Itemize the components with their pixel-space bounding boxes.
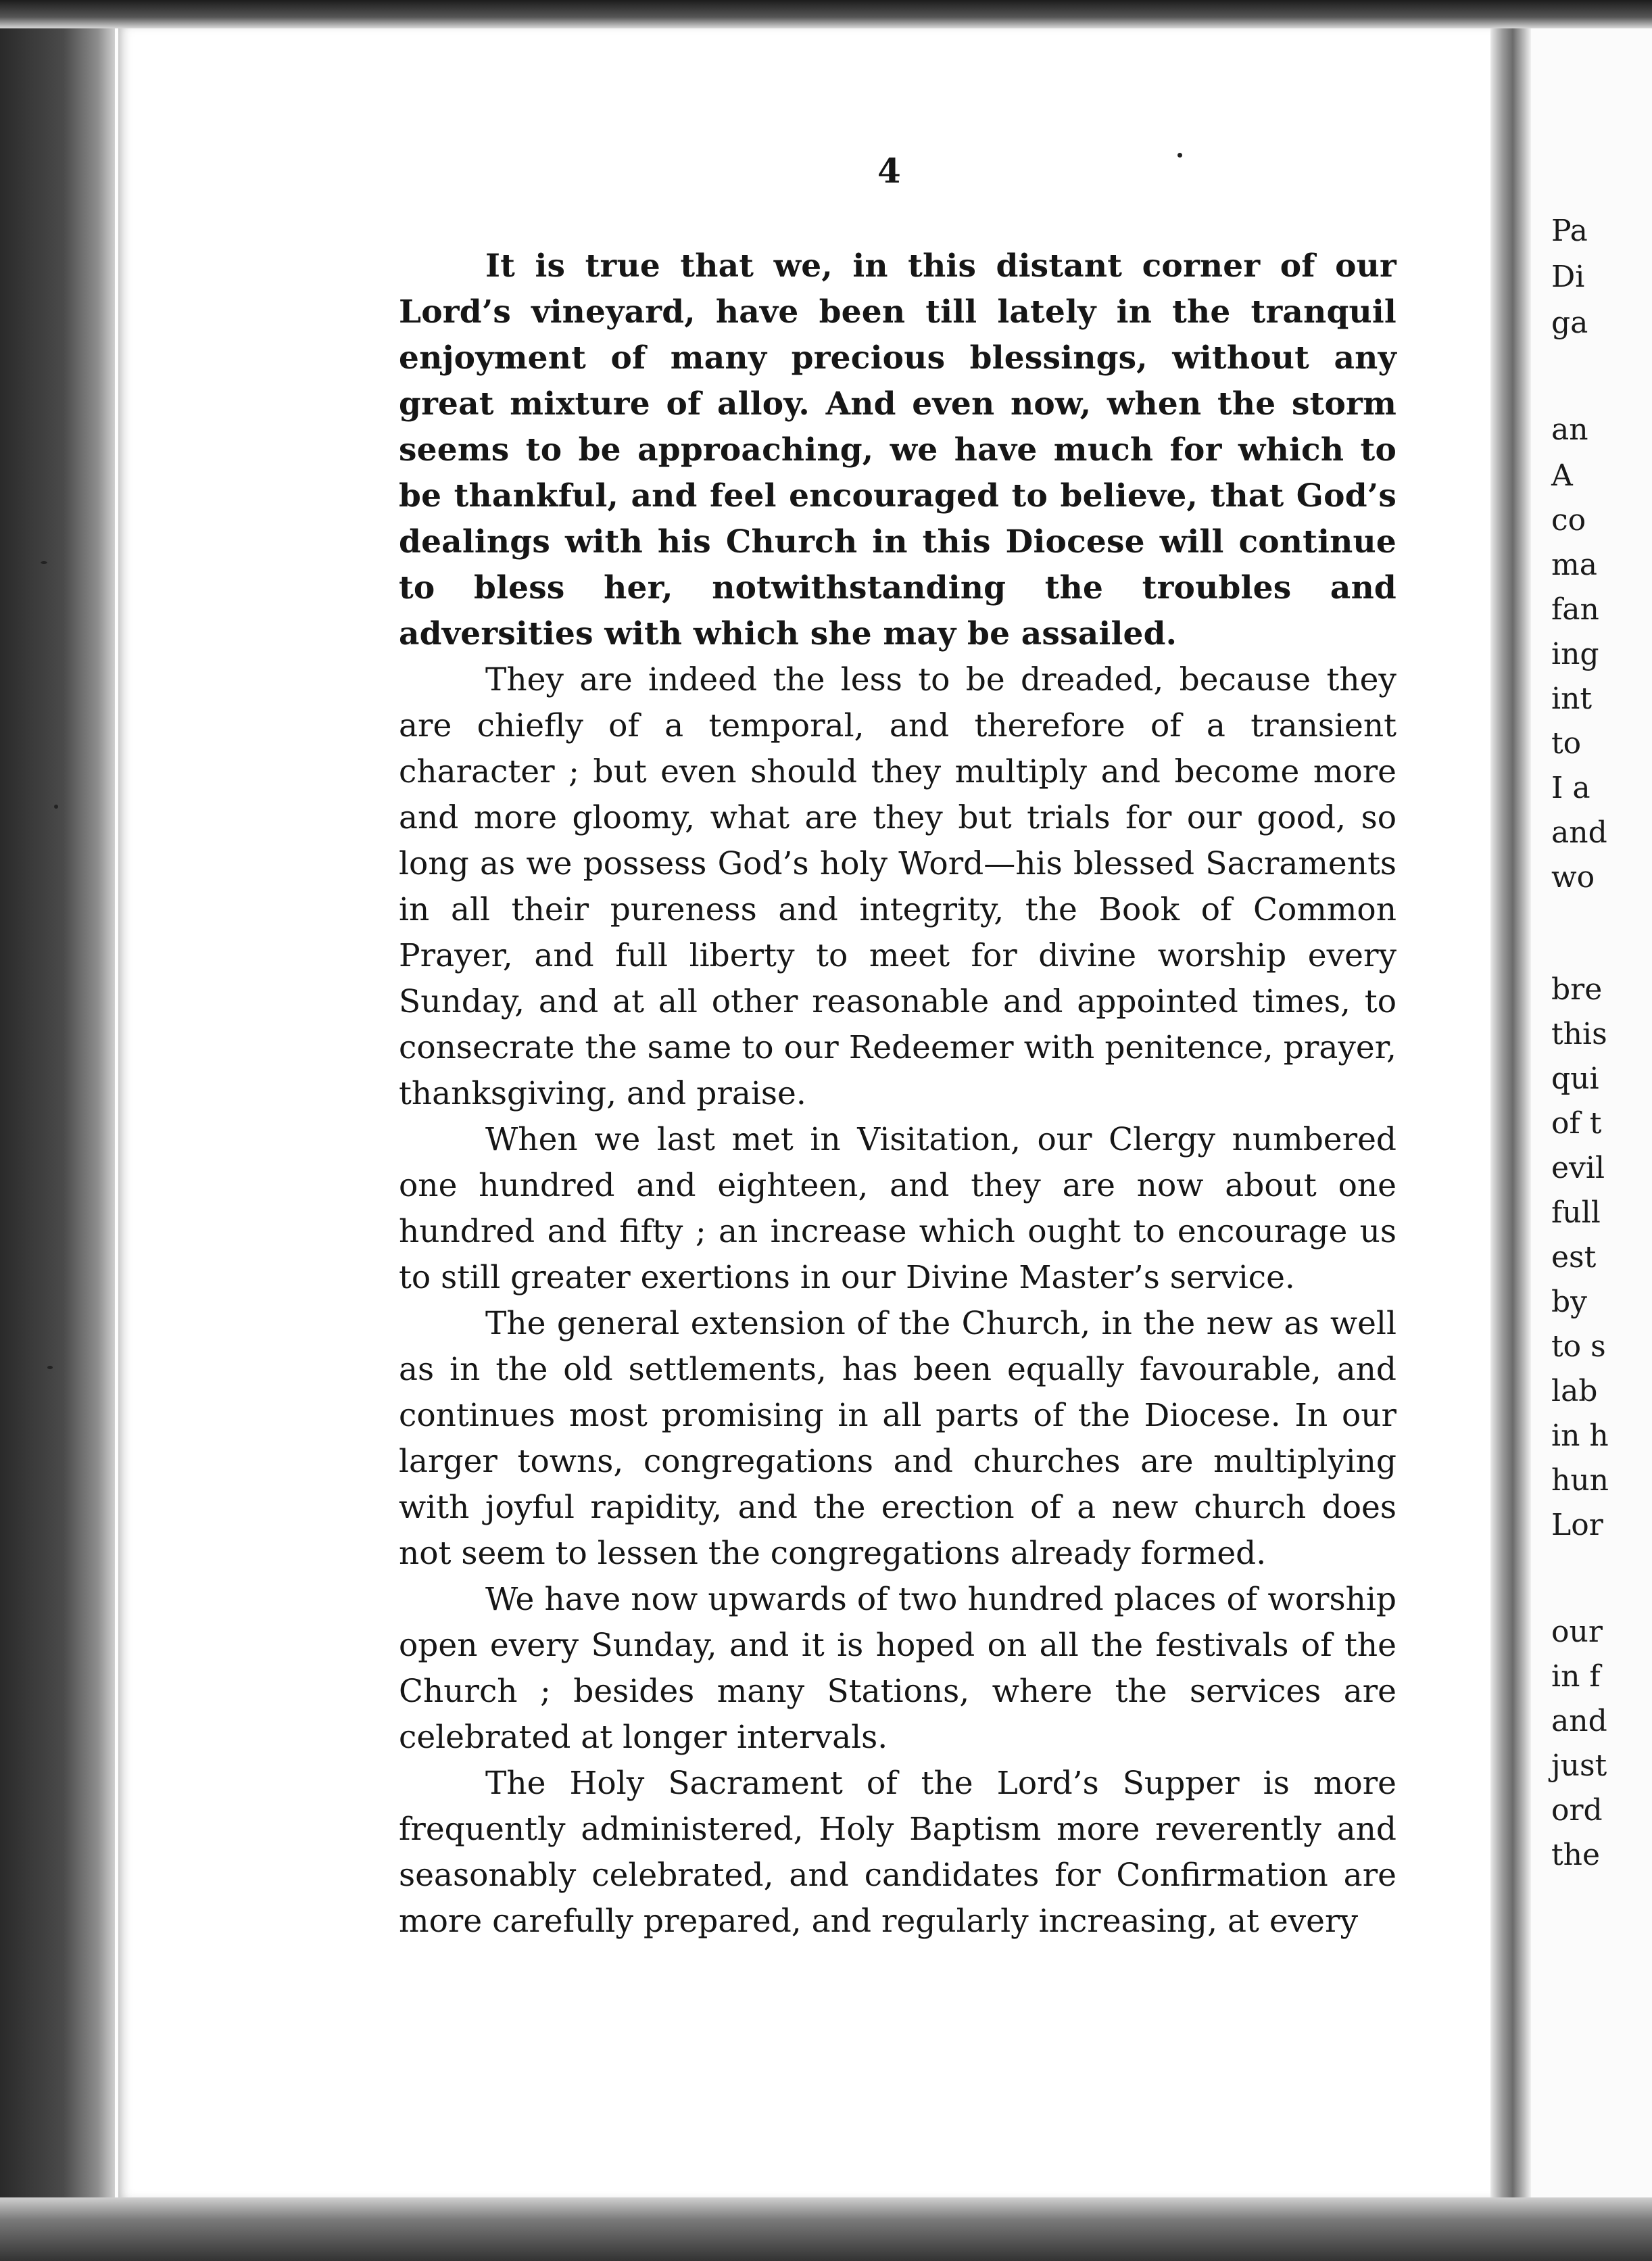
facing-page-fragment: our <box>1551 1615 1603 1649</box>
facing-page-fragment: this <box>1551 1017 1607 1051</box>
facing-page-fragment: in h <box>1551 1419 1609 1453</box>
facing-page-fragment: bre <box>1551 972 1603 1007</box>
facing-page-fragment: fan <box>1551 592 1599 627</box>
facing-page-fragment: lab <box>1551 1374 1598 1408</box>
facing-page-fragment: co <box>1551 503 1586 538</box>
facing-page-fragment: ma <box>1551 548 1597 582</box>
page-number: 4 <box>877 151 901 191</box>
facing-page-fragment: to <box>1551 726 1582 761</box>
facing-page-fragment: ord <box>1551 1793 1603 1828</box>
facing-page-fragment: in f <box>1551 1659 1601 1694</box>
facing-page-fragment: Pa <box>1551 214 1588 248</box>
facing-page-fragment: full <box>1551 1195 1601 1230</box>
scanner-left-margin <box>0 0 115 2261</box>
facing-page-fragment: an <box>1551 412 1588 447</box>
facing-page-fragment: and <box>1551 815 1607 850</box>
facing-page-fragment: hun <box>1551 1463 1609 1498</box>
facing-page-fragment: ing <box>1551 637 1599 671</box>
facing-page-fragment: wo <box>1551 860 1595 895</box>
facing-page-fragment: the <box>1551 1838 1601 1872</box>
scan-speck <box>41 561 47 564</box>
facing-page-fragment: est <box>1551 1240 1597 1275</box>
page-body <box>399 243 1396 1945</box>
facing-page-fragment: evil <box>1551 1151 1605 1185</box>
paragraph: The Holy Sacrament of the Lord’s Supper is more frequently administered, Holy Baptism more reverently and seasonably celebrated, and candidates for Confirmation are more carefully prepared, and regularly increasing, at every <box>399 1765 1396 1940</box>
paragraph: It is true that we, in this distant corner of our Lord’s vineyard, have been till lately in the tranquil enjoyment of many precious blessings, without any great mixture of alloy. And even now, when the storm seems to be approaching, we have much for which to be thankful, and feel encouraged to believe, that God’s dealings with his Church in this Diocese will continue to bless her, notwithstanding the troubles and adversities with which she may be assailed. <box>399 247 1396 652</box>
book-gutter <box>1490 28 1531 2197</box>
scan-speck <box>1177 153 1182 158</box>
paragraph: They are indeed the less to be dreaded, because they are chiefly of a temporal, and therefore of a transient character ; but even should they multiply and become more and more gloomy, what are they but trials for our good, so long as we possess God’s holy Word—his blessed Sacraments in all their pureness and integrity, the Book of Common Prayer, and full liberty to meet for divine worship every Sunday, and at all other reasonable and appointed times, to consecrate the same to our Redeemer with penitence, prayer, thanksgiving, and praise. <box>399 661 1396 1112</box>
facing-page-fragment: qui <box>1551 1062 1599 1096</box>
scanner-bottom-margin <box>0 2197 1652 2261</box>
paragraph: When we last met in Visitation, our Clergy numbered one hundred and eighteen, and they are now about one hundred and fifty ; an increase which ought to encourage us to still greater exertions in our Divine Master’s service. <box>399 1121 1396 1296</box>
facing-page-fragment: I a <box>1551 771 1590 805</box>
facing-page-fragment: to s <box>1551 1329 1606 1364</box>
scanner-top-margin <box>0 0 1652 28</box>
paragraph: We have now upwards of two hundred places of worship open every Sunday, and it is hoped on all the festivals of the Church ; besides many Stations, where the services are celebrated at longer intervals. <box>399 1581 1396 1756</box>
facing-page-fragment: Lor <box>1551 1508 1603 1542</box>
facing-page-fragment: int <box>1551 682 1593 716</box>
scan-speck <box>47 1366 53 1369</box>
facing-page <box>1531 28 1652 2197</box>
facing-page-fragment: A <box>1551 458 1573 493</box>
facing-page-fragment: and <box>1551 1704 1607 1738</box>
facing-page-fragment: ga <box>1551 306 1588 340</box>
paragraph: The general extension of the Church, in the new as well as in the old settlements, has been equally favourable, and continues most promising in all parts of the Diocese. In our larger towns, congregations and churches are multiplying with joyful rapidity, and the erection of a new church does not seem to lessen the congregations already formed. <box>399 1305 1396 1572</box>
facing-page-fragment: Di <box>1551 260 1585 294</box>
facing-page-fragment: of t <box>1551 1106 1602 1141</box>
scan-speck <box>54 805 58 809</box>
facing-page-fragment: by <box>1551 1285 1588 1319</box>
facing-page-fragment: just <box>1551 1748 1607 1783</box>
